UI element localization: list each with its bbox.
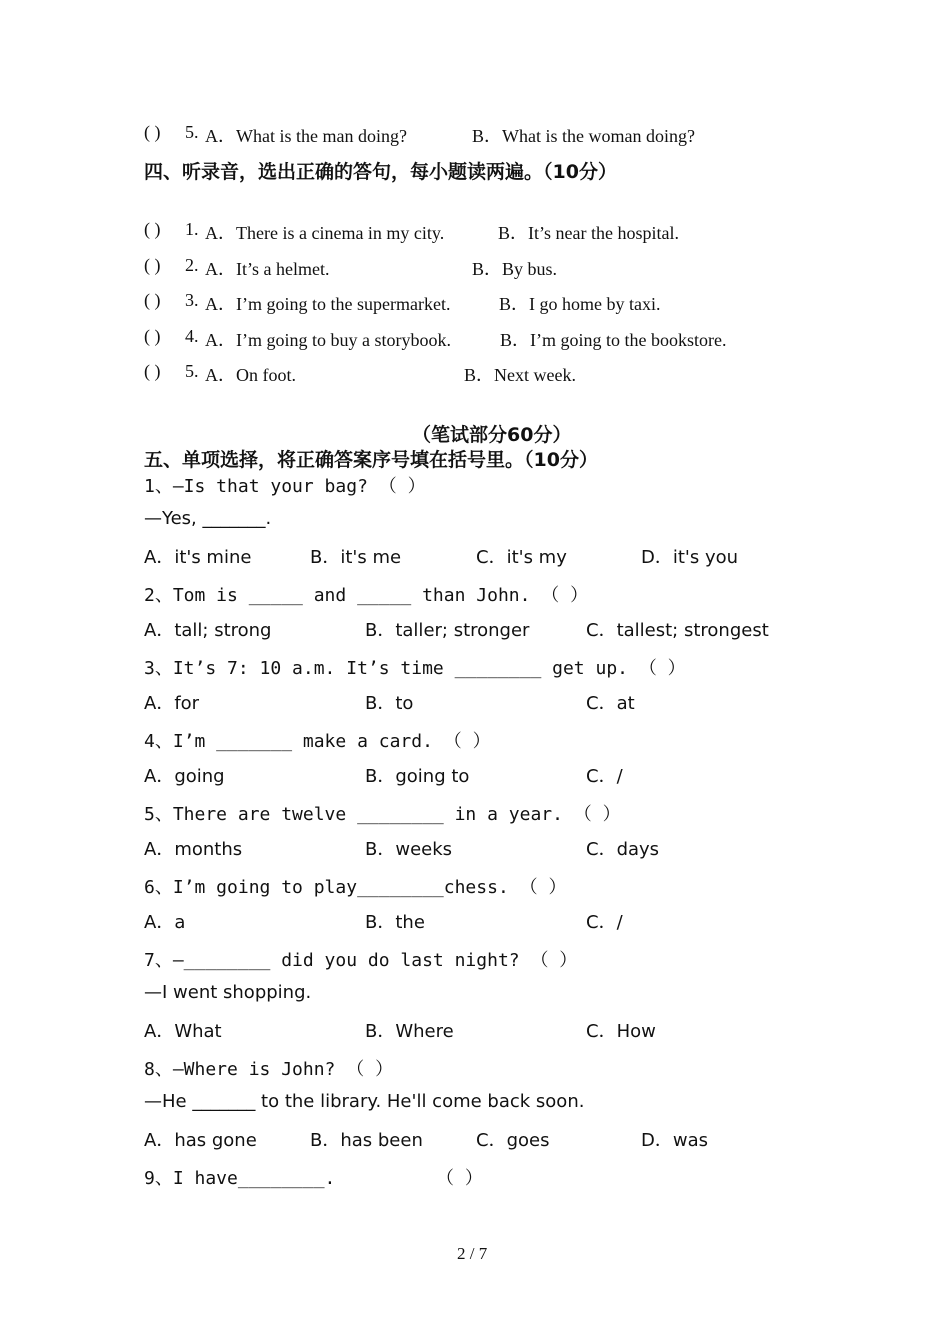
s4-option-b-2: B．By bus. — [472, 259, 558, 279]
q4-option-c: C．/ — [586, 766, 623, 787]
q9-stem: 9、I have________. — [144, 1168, 336, 1189]
q6-option-a: A．a — [144, 912, 186, 933]
q3-option-c: C．at — [586, 693, 635, 714]
q6-stem: 6、I’m going to play________chess. （ ） — [144, 877, 567, 898]
q1-option-c: C．it's my — [476, 547, 567, 568]
q1-option-d: D．it's you — [641, 547, 739, 568]
s4-paren-2: ( ) — [144, 255, 161, 275]
q8-option-b: B．has been — [310, 1130, 423, 1151]
q7-option-c: C．How — [586, 1021, 656, 1042]
s4-num-2: 2. — [185, 255, 199, 275]
q5-option-c: C．days — [586, 839, 660, 860]
q4-option-a: A．going — [144, 766, 225, 787]
q1-option-b: B．it's me — [310, 547, 402, 568]
q8-stem: 8、—Where is John? （ ） — [144, 1059, 394, 1080]
option-b-prev-5: B．What is the woman doing? — [472, 126, 695, 146]
s4-num-1: 1. — [185, 219, 199, 239]
s4-option-a-5: A．On foot. — [205, 365, 296, 385]
q5-option-b: B．weeks — [365, 839, 453, 860]
q3-option-a: A．for — [144, 693, 200, 714]
s4-option-a-1: A．There is a cinema in my city. — [205, 223, 445, 243]
s4-option-a-4: A．I’m going to buy a storybook. — [205, 330, 451, 350]
q9-paren: （ ） — [436, 1168, 483, 1189]
s4-paren-1: ( ) — [144, 219, 161, 239]
option-a-prev-5: A．What is the man doing? — [205, 126, 407, 146]
s4-paren-4: ( ) — [144, 326, 161, 346]
s4-option-b-1: B．It’s near the hospital. — [498, 223, 679, 243]
q2-option-c: C．tallest; strongest — [586, 620, 769, 641]
q6-option-c: C．/ — [586, 912, 623, 933]
paren-prev-5: ( ) — [144, 122, 161, 142]
section5-title: 五、单项选择，将正确答案序号填在括号里。（10分） — [144, 449, 598, 471]
q6-option-b: B．the — [365, 912, 425, 933]
q2-option-a: A．tall; strong — [144, 620, 272, 641]
q8-option-c: C．goes — [476, 1130, 550, 1151]
q5-option-a: A．months — [144, 839, 243, 860]
s4-num-5: 5. — [185, 361, 199, 381]
q2-stem: 2、Tom is _____ and _____ than John. （ ） — [144, 585, 589, 606]
s4-option-b-5: B．Next week. — [464, 365, 576, 385]
s4-option-a-2: A．It’s a helmet. — [205, 259, 330, 279]
q2-option-b: B．taller; stronger — [365, 620, 530, 641]
num-prev-5: 5. — [185, 122, 199, 142]
q7-stem: 7、—________ did you do last night? （ ） — [144, 950, 578, 971]
s4-num-3: 3. — [185, 290, 199, 310]
q7-option-a: A．What — [144, 1021, 222, 1042]
q1-option-a: A．it's mine — [144, 547, 252, 568]
q5-stem: 5、There are twelve ________ in a year. （ ） — [144, 804, 621, 825]
q1-stem: 1、—Is that your bag? （ ） — [144, 476, 426, 497]
q8-option-a: A．has gone — [144, 1130, 257, 1151]
section4-title: 四、听录音，选出正确的答句，每小题读两遍。（10分） — [144, 161, 617, 183]
q3-option-b: B．to — [365, 693, 414, 714]
page-number: 2 / 7 — [457, 1244, 488, 1263]
q8-option-d: D．was — [641, 1130, 708, 1151]
q3-stem: 3、It’s 7: 10 a.m. It’s time ________ get up. （ ） — [144, 658, 686, 679]
q7-option-b: B．Where — [365, 1021, 454, 1042]
s4-option-b-3: B．I go home by taxi. — [499, 294, 661, 314]
s4-paren-5: ( ) — [144, 361, 161, 381]
s4-option-b-4: B．I’m going to the bookstore. — [500, 330, 727, 350]
q4-stem: 4、I’m _______ make a card. （ ） — [144, 731, 491, 752]
written-part-label: （笔试部分60分） — [412, 424, 572, 446]
q4-option-b: B．going to — [365, 766, 470, 787]
q1-line2: —Yes, _______. — [144, 508, 272, 529]
q7-line2: —I went shopping. — [144, 982, 312, 1003]
s4-option-a-3: A．I’m going to the supermarket. — [205, 294, 451, 314]
s4-num-4: 4. — [185, 326, 199, 346]
q8-line2: —He _______ to the library. He'll come back soon. — [144, 1091, 585, 1112]
s4-paren-3: ( ) — [144, 290, 161, 310]
